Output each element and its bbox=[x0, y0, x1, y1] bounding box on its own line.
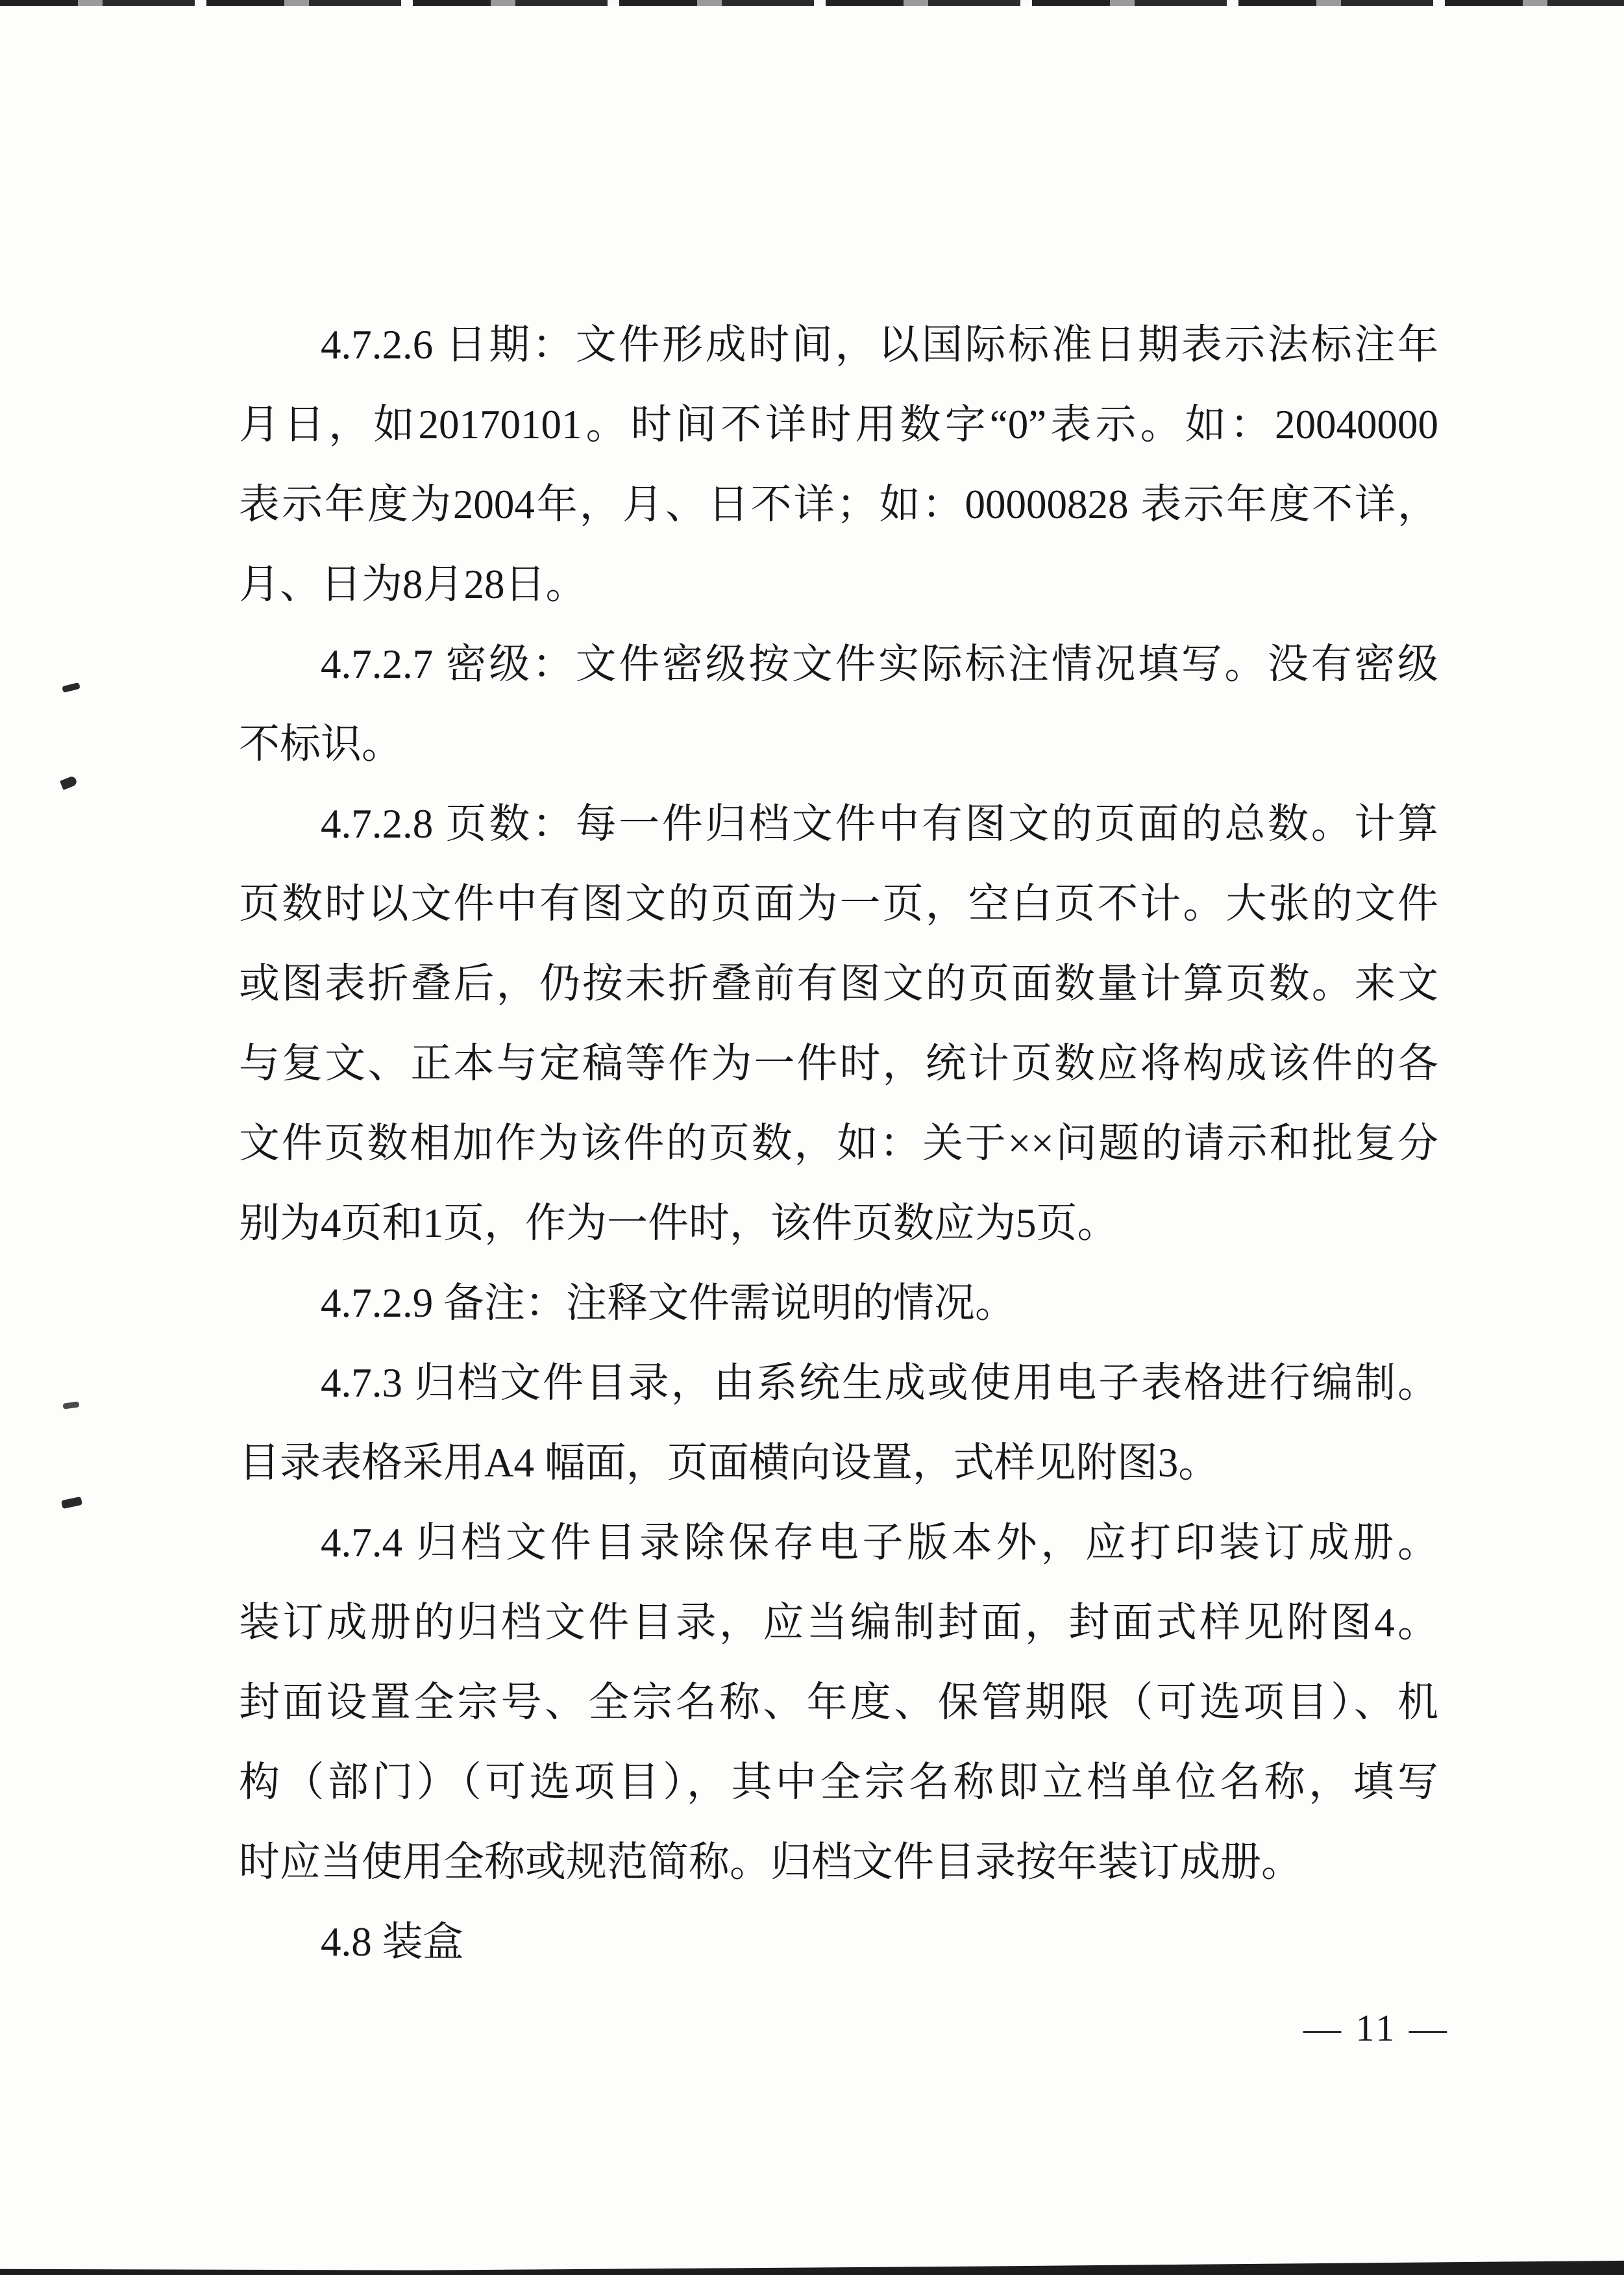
ink-speck bbox=[62, 1401, 79, 1409]
text-line: 4.7.3 归档文件目录，由系统生成或使用电子表格进行编制。 bbox=[321, 1360, 1438, 1406]
text-line: 4.7.2.6 日期：文件形成时间，以国际标准日期表示法标注年 bbox=[321, 322, 1438, 367]
heading-4-8: 4.8 装盒 bbox=[321, 1919, 464, 1965]
text-line: 月日，如20170101。时间不详时用数字“0”表示。如：20040000 bbox=[239, 402, 1438, 447]
text-line: 表示年度为2004年，月、日不详；如：00000828 表示年度不详， bbox=[239, 482, 1438, 527]
scan-edge-top-artifact bbox=[0, 0, 1624, 6]
paragraph-4-7-4 bbox=[239, 1503, 1438, 1902]
text-line: 目录表格采用A4 幅面，页面横向设置，式样见附图3。 bbox=[239, 1440, 1220, 1486]
text-line: 装订成册的归档文件目录，应当编制封面，封面式样见附图4。 bbox=[239, 1600, 1438, 1645]
text-line: 别为4页和1页，作为一件时，该件页数应为5页。 bbox=[239, 1200, 1118, 1246]
text-line: 4.7.2.8 页数：每一件归档文件中有图文的页面的总数。计算 bbox=[321, 801, 1438, 847]
scan-edge-bottom-artifact bbox=[0, 2245, 1624, 2275]
text-line: 文件页数相加作为该件的页数，如：关于××问题的请示和批复分 bbox=[239, 1121, 1438, 1166]
text-line: 4.7.2.9 备注：注释文件需说明的情况。 bbox=[321, 1280, 1016, 1326]
text-line: 4.7.4 归档文件目录除保存电子版本外，应打印装订成册。 bbox=[321, 1520, 1438, 1565]
text-line: 或图表折叠后，仍按未折叠前有图文的页面数量计算页数。来文 bbox=[239, 961, 1438, 1006]
paragraph-4-7-3 bbox=[239, 1343, 1438, 1503]
document-body bbox=[239, 305, 1438, 1982]
text-line: 构（部门）（可选项目），其中全宗名称即立档单位名称，填写 bbox=[239, 1759, 1438, 1805]
text-line: 4.7.2.7 密级：文件密级按文件实际标注情况填写。没有密级 bbox=[321, 641, 1438, 687]
paragraph-4-7-2-6 bbox=[239, 305, 1438, 625]
text-line: 与复文、正本与定稿等作为一件时，统计页数应将构成该件的各 bbox=[239, 1041, 1438, 1086]
page-number: — 11 — bbox=[1303, 2007, 1449, 2049]
ink-speck bbox=[60, 775, 78, 790]
paragraph-4-7-2-9 bbox=[239, 1263, 1438, 1343]
text-line: 时应当使用全称或规范简称。归档文件目录按年装订成册。 bbox=[239, 1839, 1302, 1885]
text-line: 封面设置全宗号、全宗名称、年度、保管期限（可选项目）、机 bbox=[239, 1680, 1438, 1725]
paragraph-4-7-2-7 bbox=[239, 625, 1438, 784]
paragraph-4-8 bbox=[239, 1902, 1438, 1982]
ink-speck bbox=[61, 1497, 82, 1509]
text-line: 月、日为8月28日。 bbox=[239, 562, 587, 607]
ink-speck bbox=[62, 682, 80, 693]
text-line: 页数时以文件中有图文的页面为一页，空白页不计。大张的文件 bbox=[239, 881, 1438, 926]
paragraph-4-7-2-8 bbox=[239, 784, 1438, 1263]
text-line: 不标识。 bbox=[239, 721, 402, 767]
